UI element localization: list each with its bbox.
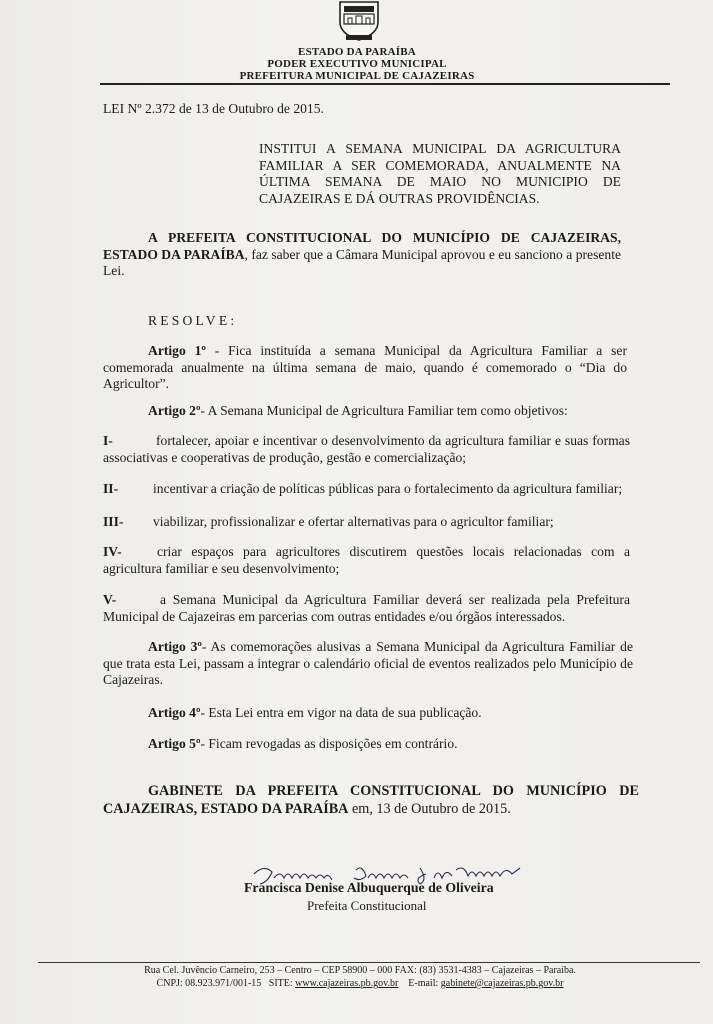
signatory-name: Francisca Denise Albuquerque de Oliveira: [244, 880, 494, 895]
article-2: [148, 403, 628, 420]
article-1-text: - Fica instituída a semana Municipal da Agricultura Familiar a ser comemorada anualmente na última semana de maio, quando é comemorado o “Dia do Agricultor”.: [103, 343, 627, 391]
list-item: [103, 514, 630, 531]
article-1-label: Artigo 1º: [148, 343, 206, 358]
closing-bold: GABINETE DA PREFEITA CONSTITUCIONAL DO MUNICÍPIO DE CAJAZEIRAS, ESTADO DA PARAÍBA: [103, 783, 639, 817]
header-power: PODER EXECUTIVO MUNICIPAL: [267, 58, 447, 70]
preamble-text: , faz saber que a Câmara Municipal aprovou e eu sanciono a presente Lei.: [103, 246, 622, 278]
article-5-text: - Ficam revogadas as disposições em contrário.: [200, 736, 458, 751]
item-number: II-: [103, 481, 119, 496]
footer-site-link[interactable]: www.cajazeiras.pb.gov.br: [295, 978, 399, 989]
footer-contacts: [40, 978, 680, 990]
list-item: [103, 544, 630, 577]
preamble: [103, 230, 621, 280]
article-4-text: - Esta Lei entra em vigor na data de sua publicação.: [200, 705, 482, 720]
list-item: [103, 481, 630, 498]
article-2-label: Artigo 2º: [148, 403, 201, 418]
item-number: IV-: [103, 544, 122, 559]
law-title: LEI Nº 2.372 de 13 de Outubro de 2015.: [103, 101, 324, 116]
article-5-label: Artigo 5º: [148, 736, 201, 751]
footer-address: Rua Cel. Juvêncio Carneiro, 253 – Centro – CEP 58900 – 000 FAX: (83) 3531-4383 – Cajazeiras – Paraíba.: [144, 965, 576, 976]
item-text: fortalecer, apoiar e incentivar o desenvolvimento da agricultura familiar e suas formas associativas e cooperativas de produção, gestão e comercialização;: [103, 433, 630, 465]
article-1: [103, 343, 627, 393]
item-number: III-: [103, 514, 124, 529]
footer-cnpj: CNPJ: 08.923.971/001-15: [156, 978, 262, 989]
footer-site-label: SITE:: [268, 978, 293, 989]
list-item: [103, 433, 630, 466]
footer-email-label: E-mail:: [408, 978, 439, 989]
item-text: viabilizar, profissionalizar e ofertar alternativas para o agricultor familiar;: [153, 514, 554, 529]
header-prefecture: PREFEITURA MUNICIPAL DE CAJAZEIRAS: [239, 70, 475, 82]
resolve-heading: RESOLVE:: [148, 313, 238, 328]
item-number: V-: [103, 592, 117, 607]
article-5: [148, 736, 628, 753]
footer-divider: [38, 962, 700, 963]
article-3: [103, 639, 633, 689]
article-3-text: - As comemorações alusivas a Semana Municipal da Agricultura Familiar de que trata esta Lei, passam a integrar o calendário oficial de eventos realizados pelo Município de Cajazeiras.: [103, 639, 633, 687]
item-text: a Semana Municipal da Agricultura Familiar deverá ser realizada pela Prefeitura Municipal de Cajazeiras em parcerias com outras entidades e/ou órgãos interessados.: [103, 592, 630, 624]
closing-text: em, 13 de Outubro de 2015.: [348, 801, 511, 817]
article-4: [148, 705, 628, 722]
article-4-label: Artigo 4º: [148, 705, 201, 720]
coat-of-arms-icon: [330, 0, 388, 44]
ementa: INSTITUI A SEMANA MUNICIPAL DA AGRICULTURA FAMILIAR A SER COMEMORADA, ANUALMENTE NA ÚLTIMA SEMANA DE MAIO NO MUNICIPIO DE CAJAZEIRAS E DÁ OUTRAS PROVIDÊNCIAS.: [259, 141, 621, 206]
preamble-bold: A PREFEITA CONSTITUCIONAL DO MUNICÍPIO DE CAJAZEIRAS, ESTADO DA PARAÍBA: [103, 230, 621, 262]
item-text: criar espaços para agricultores discutirem questões locais relacionadas com a agricultura familiar e seu desenvolvimento;: [103, 544, 630, 576]
item-text: incentivar a criação de políticas públicas para o fortalecimento da agricultura familiar;: [153, 481, 623, 496]
footer-email-link[interactable]: gabinete@cajazeiras.pb.gov.br: [440, 978, 564, 989]
closing: [103, 782, 639, 818]
signatory-role: Prefeita Constitucional: [307, 898, 427, 913]
article-2-text: - A Semana Municipal de Agricultura Familiar tem como objetivos:: [200, 403, 568, 418]
header-divider: [100, 83, 670, 85]
article-3-label: Artigo 3º: [148, 639, 202, 654]
item-number: I-: [103, 433, 113, 448]
list-item: [103, 592, 630, 625]
header-state: ESTADO DA PARAÍBA: [298, 46, 416, 58]
